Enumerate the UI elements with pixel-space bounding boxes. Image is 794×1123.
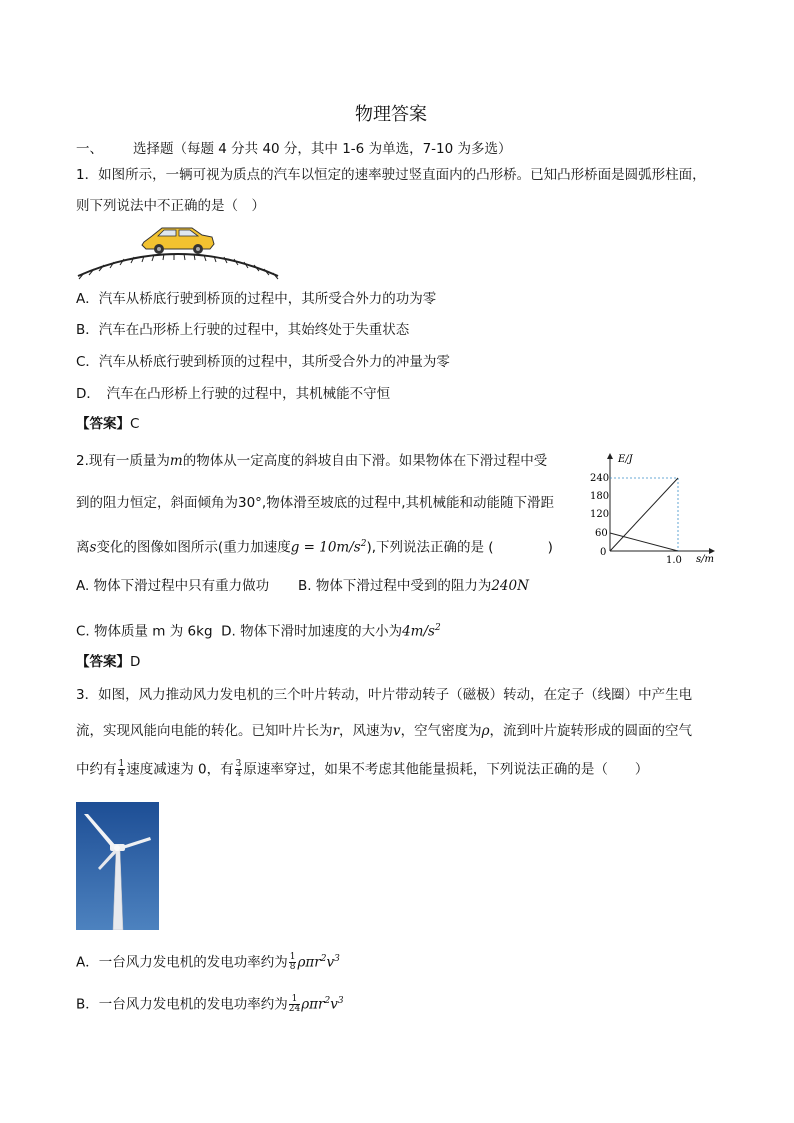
q2-option-a: A. 物体下滑过程中只有重力做功 <box>76 578 270 594</box>
q3-option-b-fraction: $\frac{1}{24}$ <box>288 994 301 1014</box>
q3-line3 <box>76 760 648 779</box>
q3-option-b-text: B．一台风力发电机的发电功率约为 <box>76 996 288 1013</box>
q2-option-d-text: D. 物体下滑时加速度的大小为 <box>221 623 403 640</box>
y-axis-label: E/J <box>618 454 633 465</box>
q2-s-symbol: s <box>89 539 97 556</box>
q1-answer <box>76 415 139 433</box>
y-tick-60: 60 <box>595 528 608 539</box>
page-title: 物理答案 <box>355 104 427 125</box>
q3-line2-d: ，流到叶片旋转形成的圆面的空气 <box>489 723 693 739</box>
x-axis-label: s/m <box>696 554 714 565</box>
q1-answer-label: 【答案】 <box>76 416 130 432</box>
y-tick-240: 240 <box>590 473 610 484</box>
q2-line3-a: 离 <box>76 539 90 556</box>
q1-stem-line1: 1．如图所示，一辆可视为质点的汽车以恒定的速率驶过竖直面内的凸形桥。已知凸形桥面是圆弧形柱面， <box>76 167 706 183</box>
car-on-bridge-figure <box>74 222 284 280</box>
mechanical-energy-line <box>610 533 678 551</box>
q3-option-a-fraction: $\frac{1}{8}$ <box>289 952 296 972</box>
q3-option-a: A．一台风力发电机的发电功率约为 $\frac{1}{8}$ $\rho\pi r^2v^3$ <box>76 952 340 972</box>
q1-option-d: D． 汽车在凸形桥上行驶的过程中，其机械能不守恒 <box>76 386 391 402</box>
q3-line2-b: ，风速为 <box>338 723 393 739</box>
q2-option-b-text: B. 物体下滑过程中受到的阻力为 <box>298 578 492 594</box>
energy-distance-graph <box>588 448 720 566</box>
q2-option-b <box>298 577 529 595</box>
q3-option-a-expr: ρπr <box>297 954 321 971</box>
y-tick-180: 180 <box>590 491 610 502</box>
q3-option-b: B．一台风力发电机的发电功率约为 $\frac{1}{24}$ $\rho\pi r^2v^3$ <box>76 994 344 1014</box>
q3-v-symbol: v <box>392 723 401 739</box>
y-tick-0: 0 <box>600 547 607 558</box>
q1-option-a: A．汽车从桥底行驶到桥顶的过程中，其所受合外力的功为零 <box>76 291 437 307</box>
q1-answer-value: C <box>130 416 140 432</box>
q3-line1: 3．如图，风力推动风力发电机的三个叶片转动，叶片带动转子（磁极）转动，在定子（线圈）中产生电 <box>76 687 693 703</box>
q2-option-c: C. 物体质量 m 为 6kg <box>76 623 213 640</box>
q2-line1-b: 的物体从一定高度的斜坡自由下滑。如果物体在下滑过程中受 <box>182 453 548 469</box>
section-number: 一、 <box>76 141 103 157</box>
q2-line3-b: 变化的图像如图所示(重力加速度 <box>96 539 291 556</box>
car-icon <box>142 228 214 254</box>
q3-option-b-expr: ρπr <box>301 996 325 1013</box>
y-tick-120: 120 <box>590 509 610 520</box>
wind-turbine-photo <box>76 802 159 930</box>
q2-answer-label: 【答案】 <box>76 654 130 670</box>
q2-options-cd: C. 物体质量 m 为 6kg D. 物体下滑时加速度的大小为$4m/s^2$ <box>76 623 441 640</box>
kinetic-energy-line <box>610 478 678 551</box>
q3-fraction-three-quarters: $\frac{3}{4}$ <box>235 759 242 779</box>
q1-stem-line2: 则下列说法中不正确的是（ ） <box>76 198 265 214</box>
q3-r-symbol: r <box>332 723 339 739</box>
q2-answer-value: D <box>130 654 141 670</box>
q3-fraction-quarter: $\frac{1}{4}$ <box>118 759 125 779</box>
q1-option-b: B．汽车在凸形桥上行驶的过程中，其始终处于失重状态 <box>76 322 410 338</box>
q2-mass-symbol: m <box>169 453 183 469</box>
q2-answer <box>76 653 140 671</box>
q2-line1 <box>76 452 547 470</box>
bridge-arc <box>78 254 278 276</box>
q3-line2-c: ，空气密度为 <box>400 723 482 739</box>
q2-line3: 离s变化的图像如图所示(重力加速度$g = 10m/s^2$),下列说法正确的是 ( ) <box>76 539 553 556</box>
x-tick-1: 1.0 <box>666 555 682 566</box>
q3-line2-a: 流，实现风能向电能的转化。已知叶片长为 <box>76 723 333 739</box>
q1-option-c: C．汽车从桥底行驶到桥顶的过程中，其所受合外力的冲量为零 <box>76 354 450 370</box>
q3-option-a-text: A．一台风力发电机的发电功率约为 <box>76 954 288 971</box>
q3-line2 <box>76 722 692 740</box>
q3-line3-c: 原速率穿过，如果不考虑其他能量损耗，下列说法正确的是（ ） <box>243 761 649 778</box>
q3-line3-b: 速度减速为 0，有 <box>126 761 234 778</box>
q3-rho-symbol: ρ <box>481 723 490 739</box>
q2-line1-a: 2.现有一质量为 <box>76 453 170 469</box>
q3-line3-a: 中约有 <box>76 761 117 778</box>
q2-option-d-value: 4m/s <box>402 623 435 640</box>
section-heading: 选择题（每题 4 分共 40 分，其中 1-6 为单选，7-10 为多选） <box>133 141 512 157</box>
q2-line2: 到的阻力恒定，斜面倾角为30°,物体滑至坡底的过程中,其机械能和动能随下滑距 <box>76 495 555 511</box>
q2-line3-c: ),下列说法正确的是 ( ) <box>366 539 553 556</box>
turbine-hub <box>114 845 120 851</box>
q2-option-b-value: 240N <box>491 578 529 594</box>
q2-gravity: g = 10m/s <box>290 539 361 556</box>
